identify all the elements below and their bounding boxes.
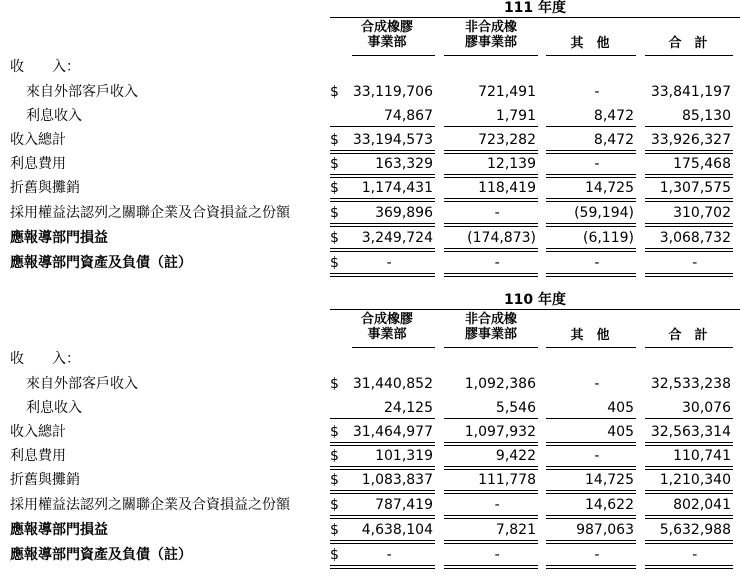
table-cell: 8,472 bbox=[593, 132, 634, 148]
column-header-rule bbox=[546, 55, 636, 56]
table-cell: 1,210,340 bbox=[659, 472, 731, 488]
table-cell: 30,076 bbox=[682, 400, 731, 416]
table-cell: 101,319 bbox=[375, 448, 433, 464]
table-cell: 12,139 bbox=[487, 156, 536, 172]
table-cell: 1,307,575 bbox=[659, 180, 731, 196]
table-cell: 14,725 bbox=[585, 180, 634, 196]
cell-underline bbox=[330, 442, 435, 446]
cell-underline bbox=[330, 223, 435, 227]
row-label: 應報導部門資產及負債（註） bbox=[10, 547, 192, 563]
cell-underline bbox=[444, 515, 538, 519]
cell-underline bbox=[645, 198, 733, 202]
column-header bbox=[638, 36, 738, 51]
table-cell: 8,472 bbox=[593, 108, 634, 124]
row-label: 來自外部客戶收入 bbox=[26, 84, 138, 100]
cell-underline bbox=[546, 126, 636, 127]
row-label: 應報導部門資產及負債（註） bbox=[10, 255, 192, 271]
column-header bbox=[540, 36, 640, 51]
column-header-line: 非合成橡 bbox=[464, 312, 517, 327]
row-label: 利息費用 bbox=[10, 448, 66, 464]
column-header-line: 合成橡膠 bbox=[360, 20, 413, 35]
cell-underline bbox=[546, 198, 636, 202]
table-cell: 33,194,573 bbox=[352, 132, 433, 148]
table-cell: 33,841,197 bbox=[650, 84, 731, 100]
cell-underline bbox=[645, 490, 733, 494]
cell-underline bbox=[645, 466, 733, 470]
cell-underline bbox=[330, 515, 435, 519]
row-label: 應報導部門損益 bbox=[10, 230, 108, 246]
table-cell: 3,068,732 bbox=[659, 230, 731, 246]
table-cell: 14,622 bbox=[585, 497, 634, 513]
column-header-line: 非合成橡 bbox=[464, 20, 517, 35]
cell-underline bbox=[546, 515, 636, 519]
cell-underline bbox=[645, 418, 733, 419]
cell-underline bbox=[444, 126, 538, 127]
table-cell: - bbox=[494, 205, 500, 221]
cell-underline bbox=[330, 466, 435, 470]
currency-symbol: $ bbox=[330, 522, 339, 538]
table-cell: - bbox=[594, 448, 600, 464]
column-header-rule bbox=[352, 55, 435, 56]
cell-underline bbox=[444, 150, 538, 154]
table-cell: - bbox=[692, 547, 698, 563]
cell-underline bbox=[330, 490, 435, 494]
cell-underline bbox=[546, 490, 636, 494]
row-label: 採用權益法認列之關聯企業及合資損益之份額 bbox=[10, 497, 290, 513]
cell-underline bbox=[645, 126, 733, 127]
row-label: 來自外部客戶收入 bbox=[26, 376, 138, 392]
year-header: 111 年度 bbox=[503, 0, 567, 16]
column-header-line: 事業部 bbox=[367, 327, 407, 342]
table-cell: 118,419 bbox=[478, 180, 536, 196]
row-label: 收 入： bbox=[10, 59, 80, 75]
table-cell: 3,249,724 bbox=[361, 230, 433, 246]
table-cell: 33,926,327 bbox=[650, 132, 731, 148]
cell-underline bbox=[330, 150, 435, 154]
table-cell: (174,873) bbox=[467, 230, 536, 246]
table-cell: 85,130 bbox=[682, 108, 731, 124]
cell-underline bbox=[444, 442, 538, 446]
column-header bbox=[441, 20, 541, 50]
table-cell: 33,119,706 bbox=[352, 84, 433, 100]
cell-underline bbox=[444, 248, 538, 252]
cell-underline bbox=[645, 540, 733, 544]
cell-underline bbox=[546, 273, 636, 277]
cell-underline bbox=[330, 174, 435, 178]
table-cell: 111,778 bbox=[478, 472, 536, 488]
currency-symbol: $ bbox=[330, 84, 339, 100]
row-label: 收入總計 bbox=[10, 424, 66, 440]
cell-underline bbox=[444, 418, 538, 419]
cell-underline bbox=[330, 198, 435, 202]
cell-underline bbox=[330, 565, 435, 569]
table-cell: 31,464,977 bbox=[352, 424, 433, 440]
cell-underline bbox=[546, 223, 636, 227]
cell-underline bbox=[645, 515, 733, 519]
cell-underline bbox=[546, 418, 636, 419]
column-header-line: 合 計 bbox=[668, 328, 708, 343]
column-header-rule bbox=[444, 347, 538, 348]
table-cell: - bbox=[594, 376, 600, 392]
table-cell: 74,867 bbox=[384, 108, 433, 124]
table-cell: 1,791 bbox=[495, 108, 536, 124]
currency-symbol: $ bbox=[330, 132, 339, 148]
column-header bbox=[441, 312, 541, 342]
cell-underline bbox=[645, 442, 733, 446]
cell-underline bbox=[444, 540, 538, 544]
cell-underline bbox=[444, 198, 538, 202]
currency-symbol: $ bbox=[330, 230, 339, 246]
cell-underline bbox=[330, 273, 435, 277]
currency-symbol: $ bbox=[330, 448, 339, 464]
currency-symbol: $ bbox=[330, 547, 339, 563]
cell-underline bbox=[546, 248, 636, 252]
cell-underline bbox=[546, 565, 636, 569]
cell-underline bbox=[444, 273, 538, 277]
table-cell: - bbox=[594, 547, 600, 563]
row-label: 利息費用 bbox=[10, 156, 66, 172]
column-header-rule bbox=[645, 55, 733, 56]
table-cell: 5,546 bbox=[495, 400, 536, 416]
table-cell: 24,125 bbox=[384, 400, 433, 416]
cell-underline bbox=[546, 466, 636, 470]
column-header-line: 膠事業部 bbox=[464, 327, 517, 342]
table-cell: 7,821 bbox=[495, 522, 536, 538]
table-cell: 369,896 bbox=[375, 205, 433, 221]
cell-underline bbox=[645, 223, 733, 227]
row-label: 收 入： bbox=[10, 351, 80, 367]
table-cell: 31,440,852 bbox=[352, 376, 433, 392]
currency-symbol: $ bbox=[330, 424, 339, 440]
cell-underline bbox=[330, 248, 435, 252]
cell-underline bbox=[330, 126, 435, 127]
table-cell: 9,422 bbox=[495, 448, 536, 464]
table-cell: 175,468 bbox=[673, 156, 731, 172]
currency-symbol: $ bbox=[330, 376, 339, 392]
table-cell: 1,083,837 bbox=[361, 472, 433, 488]
table-cell: 723,282 bbox=[478, 132, 536, 148]
table-cell: 14,725 bbox=[585, 472, 634, 488]
column-header-rule bbox=[546, 347, 636, 348]
table-cell: - bbox=[494, 547, 500, 563]
table-cell: - bbox=[386, 255, 392, 271]
table-cell: 802,041 bbox=[673, 497, 731, 513]
cell-underline bbox=[645, 174, 733, 178]
table-cell: - bbox=[594, 84, 600, 100]
table-cell: - bbox=[386, 547, 392, 563]
row-label: 折舊與攤銷 bbox=[10, 472, 80, 488]
column-header bbox=[337, 312, 437, 342]
cell-underline bbox=[645, 565, 733, 569]
table-cell: 787,419 bbox=[375, 497, 433, 513]
column-header-line: 膠事業部 bbox=[464, 35, 517, 50]
column-header bbox=[638, 328, 738, 343]
table-cell: (6,119) bbox=[582, 230, 634, 246]
table-cell: 1,097,932 bbox=[464, 424, 536, 440]
row-label: 採用權益法認列之關聯企業及合資損益之份額 bbox=[10, 205, 290, 221]
table-cell: 987,063 bbox=[576, 522, 634, 538]
table-cell: 4,638,104 bbox=[361, 522, 433, 538]
row-label: 利息收入 bbox=[26, 108, 82, 124]
table-cell: 405 bbox=[607, 424, 634, 440]
cell-underline bbox=[645, 150, 733, 154]
table-cell: 32,563,314 bbox=[650, 424, 731, 440]
table-cell: - bbox=[692, 255, 698, 271]
column-header-line: 事業部 bbox=[367, 35, 407, 50]
column-header-line: 合 計 bbox=[668, 36, 708, 51]
column-header-rule bbox=[352, 347, 435, 348]
cell-underline bbox=[444, 565, 538, 569]
column-header bbox=[540, 328, 640, 343]
table-cell: 5,632,988 bbox=[659, 522, 731, 538]
table-cell: - bbox=[594, 255, 600, 271]
cell-underline bbox=[546, 442, 636, 446]
column-header-line: 其 他 bbox=[570, 36, 610, 51]
column-header-rule bbox=[645, 347, 733, 348]
cell-underline bbox=[444, 174, 538, 178]
currency-symbol: $ bbox=[330, 255, 339, 271]
cell-underline bbox=[330, 540, 435, 544]
currency-symbol: $ bbox=[330, 205, 339, 221]
currency-symbol: $ bbox=[330, 472, 339, 488]
currency-symbol: $ bbox=[330, 180, 339, 196]
cell-underline bbox=[645, 273, 733, 277]
table-cell: 1,174,431 bbox=[361, 180, 433, 196]
table-cell: (59,194) bbox=[574, 205, 634, 221]
year-header: 110 年度 bbox=[503, 292, 567, 308]
currency-symbol: $ bbox=[330, 156, 339, 172]
row-label: 收入總計 bbox=[10, 132, 66, 148]
column-header bbox=[337, 20, 437, 50]
table-cell: 110,741 bbox=[673, 448, 731, 464]
cell-underline bbox=[444, 223, 538, 227]
column-header-line: 合成橡膠 bbox=[360, 312, 413, 327]
table-cell: 405 bbox=[607, 400, 634, 416]
cell-underline bbox=[444, 466, 538, 470]
currency-symbol: $ bbox=[330, 497, 339, 513]
cell-underline bbox=[546, 174, 636, 178]
table-cell: 32,533,238 bbox=[650, 376, 731, 392]
year-header-rule bbox=[330, 17, 740, 18]
row-label: 利息收入 bbox=[26, 400, 82, 416]
cell-underline bbox=[546, 150, 636, 154]
cell-underline bbox=[330, 418, 435, 419]
cell-underline bbox=[645, 248, 733, 252]
year-header-rule bbox=[330, 309, 740, 310]
table-cell: - bbox=[494, 255, 500, 271]
cell-underline bbox=[444, 490, 538, 494]
table-cell: 1,092,386 bbox=[464, 376, 536, 392]
column-header-line: 其 他 bbox=[570, 328, 610, 343]
table-cell: 310,702 bbox=[673, 205, 731, 221]
table-cell: 721,491 bbox=[478, 84, 536, 100]
cell-underline bbox=[546, 540, 636, 544]
row-label: 應報導部門損益 bbox=[10, 522, 108, 538]
row-label: 折舊與攤銷 bbox=[10, 180, 80, 196]
column-header-rule bbox=[444, 55, 538, 56]
table-cell: - bbox=[494, 497, 500, 513]
table-cell: 163,329 bbox=[375, 156, 433, 172]
table-cell: - bbox=[594, 156, 600, 172]
